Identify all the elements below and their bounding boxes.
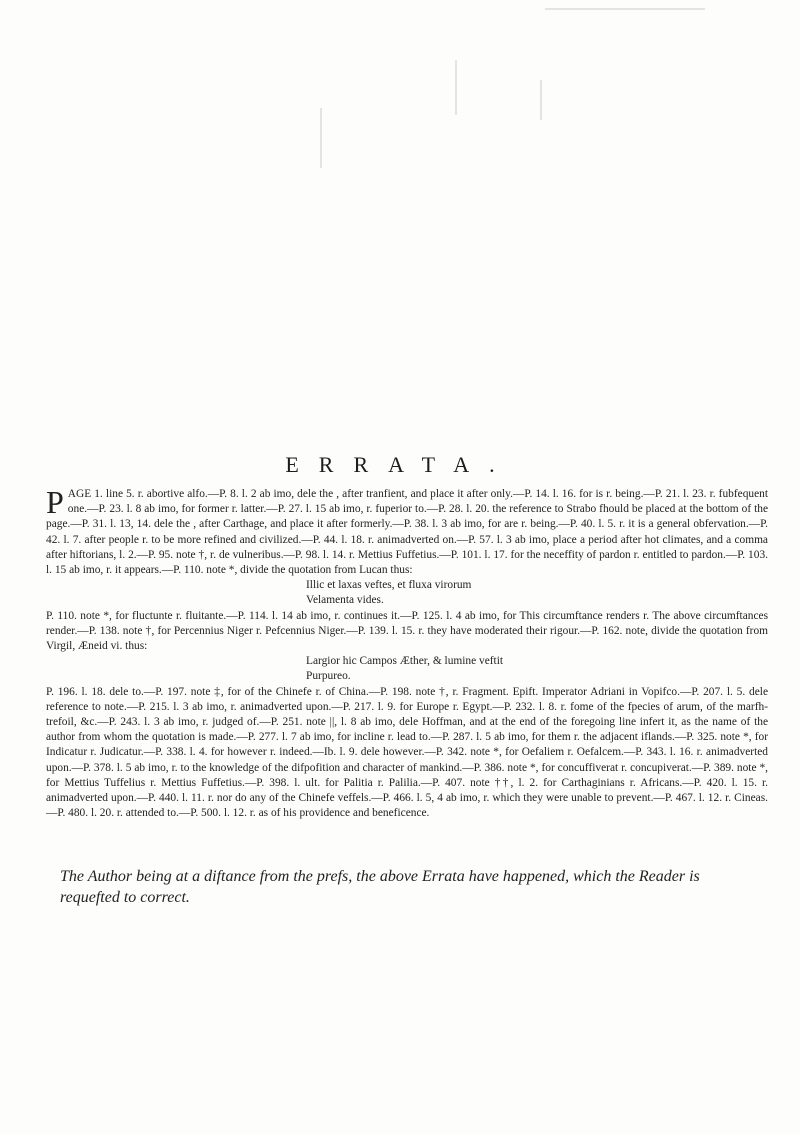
- lucan-quotation: [306, 578, 768, 608]
- verse-line: Purpureo.: [306, 670, 351, 683]
- errata-paragraph-3: P. 196. l. 18. dele to.—P. 197. note ‡, for of the Chinefe r. of China.—P. 198. note †, r. Fragment. Epift. Imperator Adriani in Vopifco.—P. 207. l. 5. dele reference to note.—P. 215. l. 3 ab imo, r. animadverted upon.—P. 217. l. 9. for Europe r. Egypt.—P. 232. l. 8. r. fome of the fpecies of arum, of the marfh-trefoil, &c.—P. 243. l. 3 ab imo, r. judged of.—P. 251. note ||, l. 8 ab imo, dele Hoffman, and at the end of the foregoing line infert it, as the name of the author from whom the quotation is made.—P. 277. l. 7 ab imo, for incline r. lead to.—P. 287. l. 5 ab imo, for them r. the adjacent iflands.—P. 325. note *, for Indicatur r. Judicatur.—P. 338. l. 4. for however r. indeed.—Ib. l. 9. dele however.—P. 342. note *, for Oefaliem r. Oefalcem.—P. 343. l. 16. r. animadverted upon.—P. 378. l. 5 ab imo, r. to the knowledge of the difpofition and character of mankind.—P. 386. note *, for concuffiverat r. concupiverat.—P. 389. note *, for Mettius Tuffelius r. Mettius Fuffetius.—P. 398. l. ult. for Palitia r. Palilia.—P. 407. note ††, l. 2. for Carthaginians r. Africans.—P. 420. l. 15. r. animadverted upon.—P. 440. l. 11. r. nor do any of the Chinefe veffels.—P. 466. l. 5, 4 ab imo, r. which they were unable to prevent.—P. 467. l. 12. r. Cineas.—P. 480. l. 20. r. attended to.—P. 500. l. 12. r. as of his providence and beneficence.: [46, 685, 768, 820]
- pencil-mark: [455, 60, 457, 115]
- verse-line: Velamenta vides.: [306, 594, 384, 607]
- verse-line: Illic et laxas veftes, et fluxa virorum: [306, 579, 472, 592]
- errata-paragraph-2: P. 110. note *, for fluctunte r. fluitante.—P. 114. l. 14 ab imo, r. continues it.—P. 125. l. 4 ab imo, for This circumftance renders r. The above circumftances render.—P. 138. note †, for Percennius Niger r. Pefcennius Niger.—P. 139. l. 15. r. they have moderated their rigour.—P. 162. note, divide the quotation from Virgil, Æneid vi. thus:: [46, 609, 768, 653]
- pencil-mark: [545, 8, 705, 10]
- errata-body: [46, 484, 768, 821]
- errata-heading: ERRATA.: [285, 452, 515, 477]
- errata-paragraph-1: [46, 484, 768, 578]
- verse-line: Largior hic Campos Æther, & lumine veftit: [306, 655, 504, 668]
- virgil-quotation: [306, 654, 768, 684]
- pencil-mark: [320, 108, 322, 168]
- author-note: The Author being at a diftance from the prefs, the above Errata have happened, which the Reader is requefted to correct.: [60, 868, 700, 906]
- errata-text-1: AGE 1. line 5. r. abortive alfo.—P. 8. l. 2 ab imo, dele the , after tranfient, and place it after only.—P. 14. l. 16. for is r. being.—P. 21. l. 23. r. fubfequent one.—P. 23. l. 8 ab imo, for former r. latter.—P. 27. l. 15 ab imo, r. fuperior to.—P. 28. l. 20. the reference to Strabo fhould be placed at the bottom of the page.—P. 31. l. 13, 14. dele the , after Carthage, and place it after formerly.—P. 38. l. 3 ab imo, for are r. being.—P. 40. l. 5. r. it is a general obfervation.—P. 42. l. 7. after people r. to be more refined and civilized.—P. 44. l. 18. r. animadverted on.—P. 57. l. 3 ab imo, place a period after hot climates, and a comma after hiftorians, l. 2.—P. 95. note †, r. de vulneribus.—P. 98. l. 14. r. Mettius Fuffetius.—P. 101. l. 17. for the neceffity of pardon r. entitled to pardon.—P. 103. l. 15 ab imo, r. it appears.—P. 110. note *, divide the quotation from Lucan thus:: [46, 488, 768, 577]
- pencil-mark: [540, 80, 542, 120]
- drop-cap: P: [46, 484, 64, 520]
